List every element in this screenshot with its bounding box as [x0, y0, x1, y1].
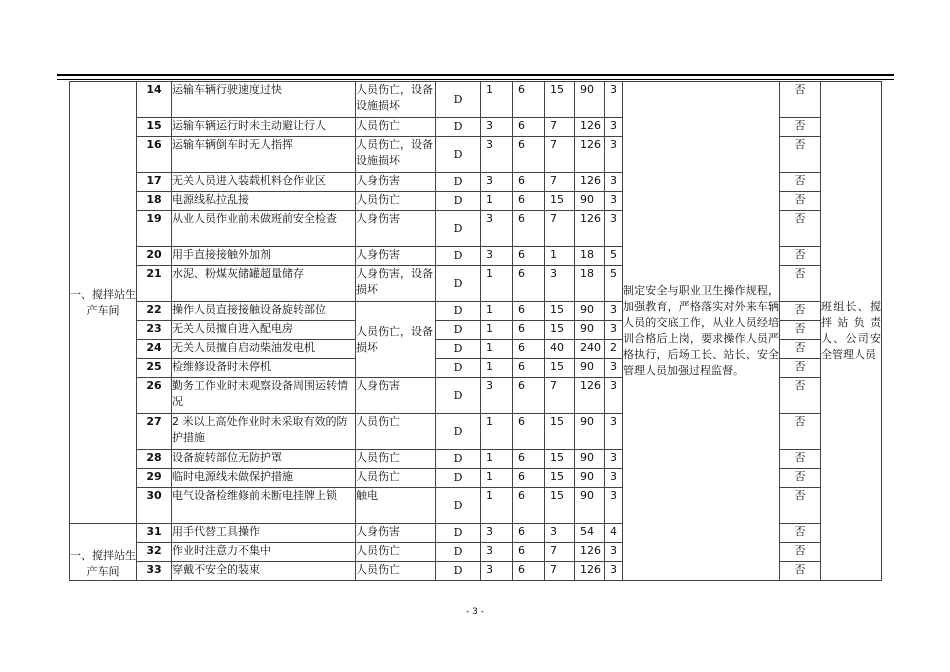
classification-cell: D [436, 340, 481, 359]
classification-cell: D [436, 488, 481, 524]
likelihood-cell: 1 [481, 450, 513, 469]
risk-score-cell: 90 [575, 302, 605, 321]
classification-cell: D [436, 302, 481, 321]
consequence-score-cell: 15 [545, 321, 575, 340]
risk-score-cell: 90 [575, 414, 605, 450]
risk-score-cell: 126 [575, 211, 605, 247]
consequence-score-cell: 7 [545, 211, 575, 247]
classification-cell: D [436, 173, 481, 192]
consequence-cell: 人员伤亡 [356, 450, 436, 469]
exposure-cell: 6 [513, 524, 545, 543]
major-risk-flag: 否 [780, 247, 821, 266]
likelihood-cell: 1 [481, 359, 513, 378]
hazard-description: 运输车辆倒车时无人指挥 [172, 137, 356, 173]
likelihood-cell: 1 [481, 82, 513, 118]
hazard-description: 电气设备检维修前未断电挂牌上锁 [172, 488, 356, 524]
major-risk-flag: 否 [780, 469, 821, 488]
classification-cell: D [436, 266, 481, 302]
exposure-cell: 6 [513, 321, 545, 340]
control-measures: 制定安全与职业卫生操作规程，加强教育，严格落实对外来车辆人员的交底工作，从业人员经培训合格后上岗，要求操作人员严格执行，后场工长、站长、安全管理人员加强过程监督。 [623, 82, 780, 581]
row-number: 18 [137, 192, 172, 211]
risk-level-cell: 5 [605, 247, 623, 266]
row-number: 33 [137, 562, 172, 581]
risk-score-cell: 126 [575, 543, 605, 562]
header-rule [57, 74, 894, 76]
classification-cell: D [436, 450, 481, 469]
header-rule-thin [57, 79, 894, 80]
exposure-cell: 6 [513, 247, 545, 266]
classification-cell: D [436, 524, 481, 543]
risk-level-cell: 3 [605, 543, 623, 562]
exposure-cell: 6 [513, 211, 545, 247]
row-number: 27 [137, 414, 172, 450]
row-number: 31 [137, 524, 172, 543]
classification-cell: D [436, 211, 481, 247]
consequence-score-cell: 7 [545, 378, 575, 414]
hazard-description: 用手代替工具操作 [172, 524, 356, 543]
major-risk-flag: 否 [780, 82, 821, 118]
page-number: - 3 - [466, 607, 484, 617]
consequence-cell: 人员伤亡，设备设施损坏 [356, 137, 436, 173]
major-risk-flag: 否 [780, 414, 821, 450]
exposure-cell: 6 [513, 266, 545, 302]
consequence-score-cell: 15 [545, 469, 575, 488]
exposure-cell: 6 [513, 378, 545, 414]
consequence-score-cell: 7 [545, 562, 575, 581]
classification-cell: D [436, 562, 481, 581]
area-label-repeat: 一、搅拌站生产车间 [70, 524, 137, 581]
likelihood-cell: 3 [481, 211, 513, 247]
consequence-cell: 人员伤亡 [356, 543, 436, 562]
consequence-score-cell: 7 [545, 543, 575, 562]
risk-level-cell: 3 [605, 469, 623, 488]
risk-score-cell: 18 [575, 266, 605, 302]
consequence-cell: 人员伤亡 [356, 469, 436, 488]
likelihood-cell: 1 [481, 340, 513, 359]
hazard-description: 检维修设备时未停机 [172, 359, 356, 378]
row-number: 25 [137, 359, 172, 378]
consequence-score-cell: 15 [545, 359, 575, 378]
classification-cell: D [436, 118, 481, 137]
major-risk-flag: 否 [780, 302, 821, 321]
classification-cell: D [436, 378, 481, 414]
exposure-cell: 6 [513, 340, 545, 359]
major-risk-flag: 否 [780, 211, 821, 247]
row-number: 29 [137, 469, 172, 488]
consequence-cell: 人身伤害 [356, 378, 436, 414]
hazard-description: 用手直接接触外加剂 [172, 247, 356, 266]
risk-level-cell: 3 [605, 137, 623, 173]
risk-score-cell: 90 [575, 488, 605, 524]
classification-cell: D [436, 137, 481, 173]
risk-score-cell: 90 [575, 321, 605, 340]
consequence-score-cell: 7 [545, 137, 575, 173]
exposure-cell: 6 [513, 302, 545, 321]
likelihood-cell: 3 [481, 247, 513, 266]
likelihood-cell: 1 [481, 488, 513, 524]
row-number: 23 [137, 321, 172, 340]
risk-score-cell: 126 [575, 562, 605, 581]
exposure-cell: 6 [513, 543, 545, 562]
likelihood-cell: 1 [481, 192, 513, 211]
risk-score-cell: 126 [575, 137, 605, 173]
row-number: 30 [137, 488, 172, 524]
consequence-cell: 人员伤亡 [356, 118, 436, 137]
major-risk-flag: 否 [780, 321, 821, 340]
risk-level-cell: 3 [605, 192, 623, 211]
consequence-cell: 人员伤亡 [356, 192, 436, 211]
row-number: 28 [137, 450, 172, 469]
row-number: 24 [137, 340, 172, 359]
row-number: 22 [137, 302, 172, 321]
major-risk-flag: 否 [780, 192, 821, 211]
hazard-description: 从业人员作业前未做班前安全检查 [172, 211, 356, 247]
exposure-cell: 6 [513, 192, 545, 211]
risk-level-cell: 3 [605, 211, 623, 247]
exposure-cell: 6 [513, 137, 545, 173]
likelihood-cell: 3 [481, 543, 513, 562]
risk-level-cell: 3 [605, 562, 623, 581]
exposure-cell: 6 [513, 82, 545, 118]
classification-cell: D [436, 414, 481, 450]
hazard-description: 无关人员擅自启动柴油发电机 [172, 340, 356, 359]
hazard-description: 2 米以上高处作业时未采取有效的防护措施 [172, 414, 356, 450]
hazard-description: 电源线私拉乱接 [172, 192, 356, 211]
consequence-cell: 人身伤害 [356, 247, 436, 266]
classification-cell: D [436, 321, 481, 340]
risk-level-cell: 2 [605, 340, 623, 359]
exposure-cell: 6 [513, 173, 545, 192]
risk-score-cell: 18 [575, 247, 605, 266]
likelihood-cell: 3 [481, 524, 513, 543]
hazard-description: 勤务工作业时未观察设备周围运转情况 [172, 378, 356, 414]
consequence-score-cell: 40 [545, 340, 575, 359]
hazard-description: 设备旋转部位无防护罩 [172, 450, 356, 469]
consequence-cell: 人员伤亡 [356, 562, 436, 581]
likelihood-cell: 3 [481, 562, 513, 581]
risk-score-cell: 126 [575, 118, 605, 137]
consequence-score-cell: 7 [545, 118, 575, 137]
consequence-cell: 人员伤亡，设备损坏 [356, 302, 436, 378]
consequence-score-cell: 15 [545, 450, 575, 469]
hazard-description: 水泥、粉煤灰储罐超量储存 [172, 266, 356, 302]
risk-score-cell: 90 [575, 192, 605, 211]
consequence-score-cell: 15 [545, 488, 575, 524]
hazard-description: 无关人员进入装载机料仓作业区 [172, 173, 356, 192]
risk-score-cell: 90 [575, 469, 605, 488]
hazard-description: 操作人员直接接触设备旋转部位 [172, 302, 356, 321]
major-risk-flag: 否 [780, 378, 821, 414]
risk-level-cell: 3 [605, 321, 623, 340]
likelihood-cell: 1 [481, 414, 513, 450]
classification-cell: D [436, 192, 481, 211]
exposure-cell: 6 [513, 450, 545, 469]
classification-cell: D [436, 469, 481, 488]
likelihood-cell: 1 [481, 469, 513, 488]
consequence-cell: 人身伤害 [356, 211, 436, 247]
hazard-description: 作业时注意力不集中 [172, 543, 356, 562]
responsible-persons: 班组长、搅拌站负责人、公司安全管理人员 [821, 82, 882, 581]
exposure-cell: 6 [513, 488, 545, 524]
risk-level-cell: 3 [605, 82, 623, 118]
exposure-cell: 6 [513, 414, 545, 450]
risk-score-cell: 240 [575, 340, 605, 359]
consequence-score-cell: 3 [545, 524, 575, 543]
classification-cell: D [436, 247, 481, 266]
likelihood-cell: 3 [481, 173, 513, 192]
row-number: 19 [137, 211, 172, 247]
major-risk-flag: 否 [780, 562, 821, 581]
likelihood-cell: 1 [481, 302, 513, 321]
row-number: 32 [137, 543, 172, 562]
risk-level-cell: 3 [605, 488, 623, 524]
row-number: 21 [137, 266, 172, 302]
risk-score-cell: 126 [575, 378, 605, 414]
risk-score-cell: 90 [575, 82, 605, 118]
consequence-score-cell: 15 [545, 414, 575, 450]
major-risk-flag: 否 [780, 450, 821, 469]
consequence-cell: 人员伤亡 [356, 414, 436, 450]
major-risk-flag: 否 [780, 543, 821, 562]
risk-level-cell: 3 [605, 450, 623, 469]
likelihood-cell: 3 [481, 118, 513, 137]
consequence-score-cell: 7 [545, 173, 575, 192]
consequence-cell: 人身伤害 [356, 524, 436, 543]
consequence-score-cell: 15 [545, 82, 575, 118]
row-number: 17 [137, 173, 172, 192]
consequence-cell: 触电 [356, 488, 436, 524]
likelihood-cell: 3 [481, 378, 513, 414]
consequence-score-cell: 1 [545, 247, 575, 266]
risk-level-cell: 3 [605, 414, 623, 450]
row-number: 16 [137, 137, 172, 173]
major-risk-flag: 否 [780, 488, 821, 524]
consequence-cell: 人身伤害 [356, 173, 436, 192]
classification-cell: D [436, 543, 481, 562]
row-number: 14 [137, 82, 172, 118]
risk-score-cell: 90 [575, 450, 605, 469]
likelihood-cell: 3 [481, 137, 513, 173]
risk-level-cell: 3 [605, 118, 623, 137]
likelihood-cell: 1 [481, 321, 513, 340]
hazard-description: 无关人员擅自进入配电房 [172, 321, 356, 340]
row-number: 26 [137, 378, 172, 414]
consequence-cell: 人员伤亡，设备设施损坏 [356, 82, 436, 118]
risk-level-cell: 3 [605, 378, 623, 414]
risk-score-cell: 126 [575, 173, 605, 192]
consequence-score-cell: 15 [545, 192, 575, 211]
risk-level-cell: 5 [605, 266, 623, 302]
classification-cell: D [436, 82, 481, 118]
hazard-description: 运输车辆行驶速度过快 [172, 82, 356, 118]
major-risk-flag: 否 [780, 340, 821, 359]
hazard-description: 运输车辆运行时未主动避让行人 [172, 118, 356, 137]
area-label: 一、搅拌站生产车间 [70, 82, 137, 524]
exposure-cell: 6 [513, 562, 545, 581]
exposure-cell: 6 [513, 469, 545, 488]
risk-table [69, 81, 882, 581]
row-number: 15 [137, 118, 172, 137]
major-risk-flag: 否 [780, 137, 821, 173]
hazard-description: 穿戴不安全的装束 [172, 562, 356, 581]
major-risk-flag: 否 [780, 524, 821, 543]
risk-score-cell: 90 [575, 359, 605, 378]
risk-score-cell: 54 [575, 524, 605, 543]
consequence-score-cell: 3 [545, 266, 575, 302]
likelihood-cell: 1 [481, 266, 513, 302]
classification-cell: D [436, 359, 481, 378]
risk-level-cell: 3 [605, 173, 623, 192]
major-risk-flag: 否 [780, 173, 821, 192]
risk-level-cell: 4 [605, 524, 623, 543]
risk-level-cell: 3 [605, 302, 623, 321]
major-risk-flag: 否 [780, 359, 821, 378]
major-risk-flag: 否 [780, 266, 821, 302]
exposure-cell: 6 [513, 359, 545, 378]
risk-level-cell: 3 [605, 359, 623, 378]
hazard-description: 临时电源线未做保护措施 [172, 469, 356, 488]
consequence-cell: 人身伤害，设备损坏 [356, 266, 436, 302]
row-number: 20 [137, 247, 172, 266]
table-row [70, 82, 882, 118]
consequence-score-cell: 15 [545, 302, 575, 321]
exposure-cell: 6 [513, 118, 545, 137]
major-risk-flag: 否 [780, 118, 821, 137]
